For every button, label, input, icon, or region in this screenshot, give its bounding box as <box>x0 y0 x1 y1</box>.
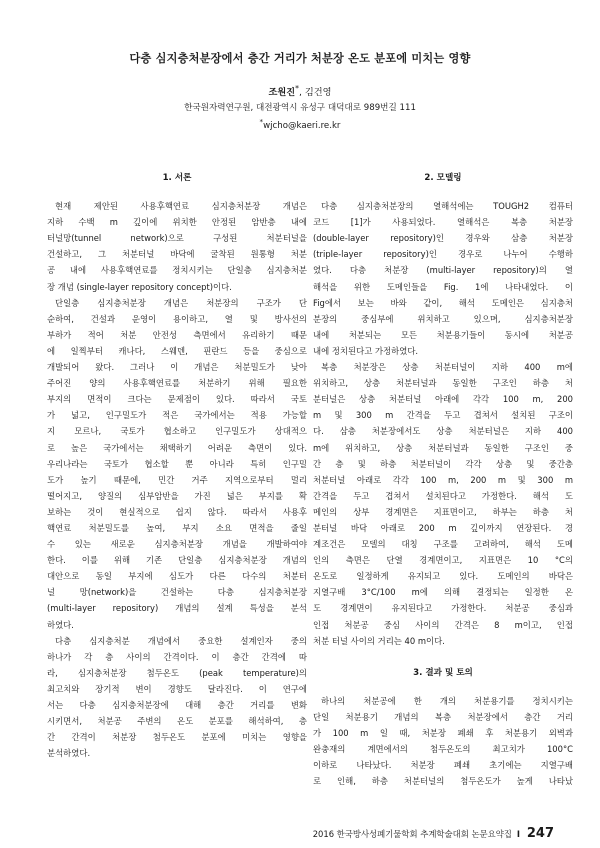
text-line: 건설하고, 그 처분터널 바닥에 굴착된 원통형 처분 <box>47 249 307 260</box>
text-line: 하였다. <box>47 619 74 630</box>
text-line: 온도로 일정하게 유지되고 있다. 도메인의 바닥은 <box>313 571 573 582</box>
text-line: (triple-layer repository)인 경우로 나누어 수행하 <box>313 249 573 260</box>
text-line: 시키면서, 처분공 주변의 온도 분포를 해석하여, 층 <box>47 716 307 727</box>
section-title-model: 2. 모델링 <box>424 173 462 183</box>
text-line: 계조건은 모델의 대칭 구조를 고려하여, 해석 도메 <box>313 539 573 550</box>
intro-body <box>47 198 307 761</box>
text-line: 터널망(tunnel network)으로 구성된 처분터널을 <box>47 233 307 244</box>
text-line: 지하 수백 m 깊이에 위치한 안정된 암반층 내에 <box>47 217 307 228</box>
text-line: 떨어지고, 양질의 심부암반을 가진 넓은 부지를 확 <box>47 490 307 501</box>
footer-separator: I <box>513 829 523 839</box>
text-line: 분터널은 상층 처분터널 아래에 각각 100 m, 200 <box>313 394 573 405</box>
text-line: 지 모르나, 국토가 협소하고 인구밀도가 상대적으 <box>47 426 307 437</box>
text-line: 널 망(network)을 건설하는 다층 심지층처분장 <box>47 587 307 598</box>
text-line: 다층 심지층처분장의 열해석에는 TOUGH2 컴퓨터 <box>321 201 573 212</box>
text-line: 인의 측면은 단열 경계면이고, 지표면은 10 °C의 <box>313 555 573 566</box>
text-line: 도 경계면이 유지된다고 가정한다. 처분공 중심과 <box>313 603 573 614</box>
text-line: 였다. 다층 처분장 (multi-layer repository)의 열 <box>313 265 573 276</box>
paper-title: 다층 심지층처분장에서 층간 거리가 처분장 온도 분포에 미치는 영향 <box>129 52 471 65</box>
text-line: 지열구배 3°C/100 m에 의해 결정되는 일정한 온 <box>313 587 573 598</box>
corresponding-author: 조원진 <box>268 87 296 99</box>
text-line: m에 위치하고, 상층 처분터널과 동일한 구조인 중 <box>313 442 573 453</box>
text-line: 간 층 및 하층 처분터널이 각각 상층 및 중간층 <box>313 458 573 469</box>
text-line: 이하로 나타났다. 처분장 폐쇄 초기에는 지열구배 <box>313 760 573 771</box>
left-column <box>47 170 307 761</box>
page-footer <box>313 826 554 841</box>
text-line: 주어진 양의 사용후핵연료를 처분하기 위해 필요한 <box>47 378 307 389</box>
text-line: 다층 심지층처분 개념에서 중요한 설계인자 중의 <box>55 635 307 646</box>
text-line: 인접 처분공 중심 사이의 간격은 8 m이고, 인접 <box>313 619 573 630</box>
model-body <box>313 198 573 649</box>
text-line: 단일층 심지층처분장 개념은 처분장의 구조가 단 <box>55 297 307 308</box>
text-line: 부하가 적어 처분 안전성 측면에서 유리하기 때문 <box>47 329 307 340</box>
text-line: 공 내에 사용후핵연료를 정치시키는 단일층 심지층처분 <box>47 265 307 276</box>
text-line: 대안으로 동일 부지에 심도가 다른 다수의 처분터 <box>47 571 307 582</box>
page-number: 247 <box>526 826 554 841</box>
text-line: (multi-layer repository) 개념의 설계 특성을 분석 <box>47 603 307 614</box>
text-line: 하나의 처분공에 한 개의 처분용기를 정치시키는 <box>321 695 573 706</box>
text-line: (double-layer repository)인 경우와 삼층 처분장 <box>313 233 573 244</box>
text-line: 로 높은 국가에서는 채택하기 어려운 측면이 있다. <box>47 442 307 453</box>
text-line: 핵연료 처분밀도를 높여, 부지 소요 면적을 줄일 <box>47 522 307 533</box>
text-line: 가 100 m 일 때, 처분장 폐쇄 후 처분용기 외벽과 <box>313 728 573 738</box>
text-line: 에 일찍부터 캐나다, 스웨덴, 핀란드 등을 중심으로 <box>47 345 307 356</box>
text-line: 서는 다층 심지층처분장에 대해 층간 거리를 변화 <box>47 700 307 710</box>
text-line: 라, 심지층처분장 첨두온도 (peak temperature)의 <box>47 667 307 678</box>
text-line: 단일 처분용기 개념의 복층 처분장에서 층간 거리 <box>313 711 573 722</box>
text-line: m 및 300 m 간격을 두고 겹쳐서 설치된 구조이 <box>313 410 573 421</box>
text-line: 개발되어 왔다. 그러나 이 개념은 처분밀도가 낮아 <box>47 362 307 373</box>
text-line: 완충재의 계면에서의 첨두온도의 최고치가 100°C <box>313 744 573 755</box>
text-line: 메인의 상부 경계면은 지표면이고, 하부는 하층 처 <box>313 506 573 517</box>
conference-name: 2016 한국방사성폐기물학회 추계학술대회 논문요약집 <box>312 829 512 839</box>
text-line: 해석을 위한 도메인들을 Fig. 1에 나타내었다. 이 <box>313 281 573 292</box>
text-line: 로 인해, 하층 처분터널의 첨두온도가 높게 나타났 <box>313 776 573 787</box>
text-line: 우리나라는 국토가 협소할 뿐 아니라 특히 인구밀 <box>47 458 307 469</box>
text-line: 하나가 각 층 사이의 간격이다. 이 층간 간격에 따 <box>47 651 307 662</box>
text-line: 도가 높기 때문에, 민간 거주 지역으로부터 멀리 <box>47 474 307 485</box>
text-line: 최고치와 장기적 변이 경향도 달라진다. 이 연구에 <box>47 683 307 694</box>
text-line: 복층 처분장은 상층 처분터널이 지하 400 m에 <box>321 362 573 373</box>
text-line: 가 넓고, 인구밀도가 적은 국가에서는 적용 가능할 <box>47 410 307 421</box>
text-line: 부지의 면적이 크다는 문제점이 있다. 따라서 국토 <box>47 394 307 405</box>
text-line: 처분 터널 사이의 거리는 40 m이다. <box>313 635 445 646</box>
text-line: 순하여, 건설과 운영이 용이하고, 열 및 방사선의 <box>47 313 307 324</box>
email-address: wjcho@kaeri.re.kr <box>263 120 341 131</box>
text-line: 내에 정치된다고 가정하였다. <box>313 345 419 356</box>
affiliation: 한국원자력연구원, 대전광역시 유성구 대덕대로 989번길 111 <box>184 103 416 113</box>
text-line: 위치하고, 상층 처분터널과 동일한 구조인 하층 처 <box>313 378 573 389</box>
section-title-results: 3. 결과 및 토의 <box>413 667 473 678</box>
text-line: 장 개념 (single-layer repository concept)이다. <box>47 281 232 292</box>
results-body <box>313 693 573 790</box>
text-line: 수 있는 새로운 심지층처분장 개념을 개발하여야 <box>47 539 307 550</box>
asterisk-mark: * <box>295 84 299 93</box>
text-line: 현재 제안된 사용후핵연료 심지층처분장 개념은 <box>55 201 307 212</box>
text-line: 한다. 이를 위해 기존 단일층 심지층처분장 개념의 <box>47 555 307 566</box>
co-author: , 김건영 <box>299 87 332 99</box>
right-column <box>313 170 573 789</box>
text-line: Fig에서 보는 바와 같이, 해석 도메인은 심지층처 <box>313 297 573 308</box>
text-line: 분석하였다. <box>47 748 91 759</box>
text-line: 코드 [1]가 사용되었다. 열해석은 복층 처분장 <box>313 217 573 228</box>
text-line: 처분터널 아래로 각각 100 m, 200 m 및 300 m <box>313 474 573 485</box>
author-line <box>0 84 600 98</box>
text-line: 간격을 두고 겹쳐서 설치된다고 가정한다. 해석 도 <box>313 490 573 501</box>
section-title-intro: 1. 서론 <box>162 173 192 183</box>
text-line: 간 간격이 처분장 첨두온도 분포에 미치는 영향을 <box>47 732 307 743</box>
text-line: 분장의 중심부에 위치하고 있으며, 심지층처분장 <box>313 313 573 324</box>
text-line: 내에 처분되는 모든 처분용기들이 동시에 처분공 <box>313 329 573 340</box>
text-line: 다. 삼층 처분장에서도 상층 처분터널은 지하 400 <box>313 426 573 437</box>
text-line: 보하는 것이 현실적으로 쉽지 않다. 따라서 사용후 <box>47 506 307 517</box>
email-line: *wjcho@kaeri.re.kr <box>259 117 341 131</box>
text-line: 분터널 바닥 아래로 200 m 깊이까지 연장된다. 경 <box>313 522 573 533</box>
